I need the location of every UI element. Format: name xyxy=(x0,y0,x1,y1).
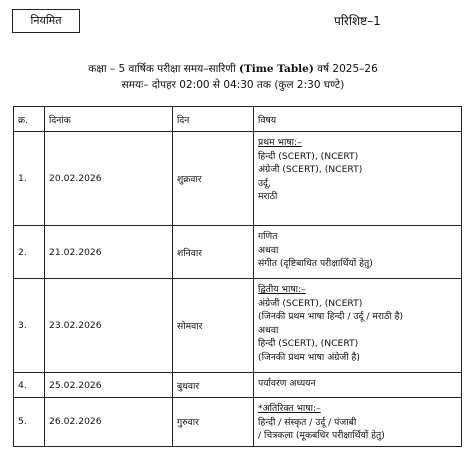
row-subject xyxy=(254,398,462,447)
subject-line: गणित xyxy=(258,231,278,242)
table-row xyxy=(14,398,462,447)
subject-line: उर्दू, xyxy=(258,177,271,189)
row-subject xyxy=(254,226,462,279)
row-date: 26.02.2026 xyxy=(45,398,173,447)
subject-line: अंग्रेजी (SCERT), (NCERT) xyxy=(258,164,363,176)
title-suffix: वर्ष 2025–26 xyxy=(317,63,378,75)
subject-line: संगीत (दृष्टिबाधित परीक्षार्थियों हेतु) xyxy=(258,258,373,270)
subject-line: हिन्दी (SCERT), (NCERT) xyxy=(258,338,359,350)
subject-heading: द्वितीय भाषा:– xyxy=(258,284,306,295)
row-day: सोमवार xyxy=(173,279,254,373)
table-row xyxy=(14,226,462,279)
column-header-serial: क्र. xyxy=(14,107,45,132)
document-subtitle: समयः– दोपहर 02:00 से 04:30 तक (कुल 2:30 घण्टे) xyxy=(121,79,345,91)
title-bold: (Time Table) xyxy=(239,63,314,75)
row-date: 21.02.2026 xyxy=(45,226,173,279)
row-date: 25.02.2026 xyxy=(45,373,173,398)
column-header-day: दिन xyxy=(173,107,254,132)
row-day: शनिवार xyxy=(173,226,254,279)
subject-line: मराठी xyxy=(258,191,278,203)
row-date: 20.02.2026 xyxy=(45,132,173,226)
appendix-label: परिशिष्ट–1 xyxy=(334,14,381,28)
subject-heading: *अतिरिक्त भाषा:– xyxy=(258,403,321,414)
document-title xyxy=(0,62,466,76)
subject-heading: प्रथम भाषा:– xyxy=(258,137,302,148)
subject-line: (जिनकी प्रथम भाषा हिन्दी / उर्दू / मराठी है) xyxy=(258,311,404,323)
table-row xyxy=(14,373,462,398)
row-serial: 5. xyxy=(14,398,45,447)
row-serial: 2. xyxy=(14,226,45,279)
row-day: बुधवार xyxy=(173,373,254,398)
row-serial: 1. xyxy=(14,132,45,226)
column-header-date: दिनांक xyxy=(45,107,173,132)
timetable xyxy=(13,106,462,447)
subject-line: अथवा xyxy=(258,324,279,336)
column-header-subject: विषय xyxy=(254,107,462,132)
subject-line: पर्यावरण अध्ययन xyxy=(258,378,316,389)
subject-line: हिन्दी / संस्कृत / उर्दू / पंजाबी xyxy=(258,416,357,428)
row-serial: 4. xyxy=(14,373,45,398)
row-day: शुक्रवार xyxy=(173,132,254,226)
subject-line: (जिनकी प्रथम भाषा अंग्रेजी है) xyxy=(258,351,360,363)
row-subject xyxy=(254,279,462,373)
title-prefix: कक्षा – 5 वार्षिक परीक्षा समय–सारिणी xyxy=(88,63,236,75)
row-day: गुरुवार xyxy=(173,398,254,447)
row-serial: 3. xyxy=(14,279,45,373)
table-row xyxy=(14,132,462,226)
table-header-row xyxy=(14,107,462,132)
regular-badge: नियमित xyxy=(12,9,80,33)
row-date: 23.02.2026 xyxy=(45,279,173,373)
row-subject xyxy=(254,373,462,398)
subject-line: अंग्रेजी (SCERT), (NCERT) xyxy=(258,297,363,309)
row-subject xyxy=(254,132,462,226)
subject-line: अथवा xyxy=(258,244,279,256)
table-row xyxy=(14,279,462,373)
subject-line: / चित्रकला (मूकबधिर परीक्षार्थियों हेतु) xyxy=(258,430,385,442)
subject-line: हिन्दी (SCERT), (NCERT) xyxy=(258,150,359,162)
